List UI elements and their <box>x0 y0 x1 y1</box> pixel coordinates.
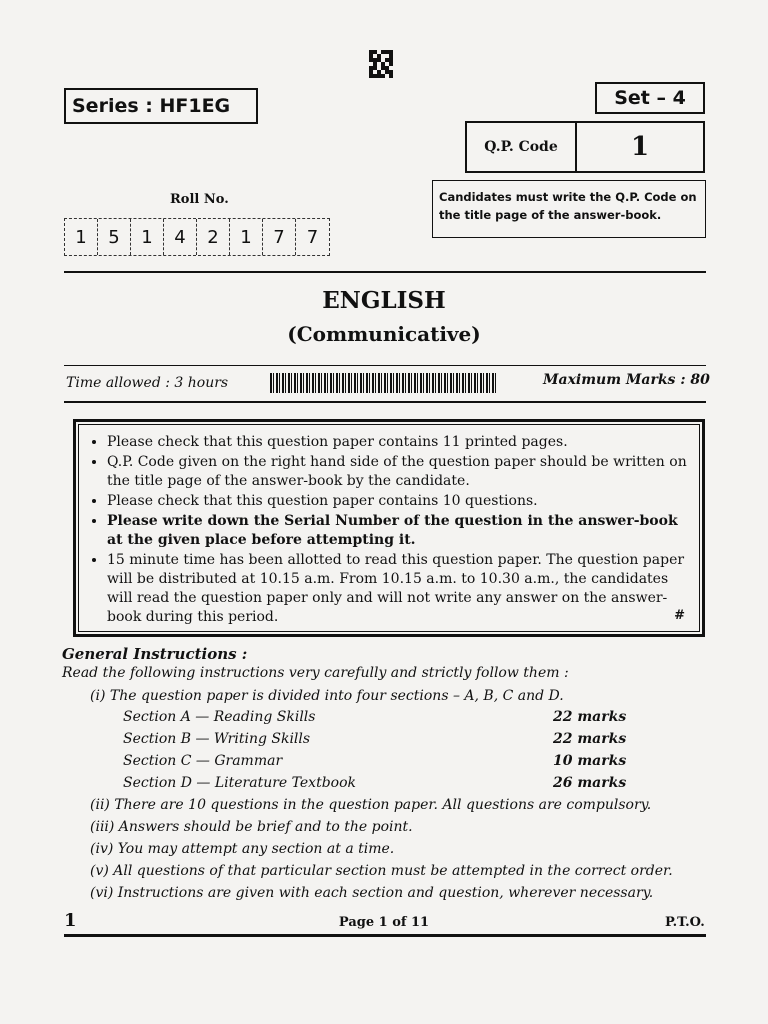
roll-label: Roll No. <box>170 192 229 207</box>
instruction-item: (i) The question paper is divided into four sections – A, B, C and D. <box>90 688 564 704</box>
notice-item: • Please check that this question paper contains 11 printed pages. <box>107 433 689 452</box>
notice-item: • Please write down the Serial Number of the question in the answer-book at the given place before attempting it. <box>107 512 689 550</box>
page-number: 1 <box>64 910 77 931</box>
roll-digit: 1 <box>131 219 164 255</box>
maximum-marks: Maximum Marks : 80 <box>543 372 710 388</box>
section-marks: 26 marks <box>553 775 627 791</box>
instruction-item: (v) All questions of that particular section must be attempted in the correct order. <box>90 863 673 879</box>
roll-digit: 1 <box>65 219 98 255</box>
subject-subtitle: (Communicative) <box>287 322 481 346</box>
instruction-item: (ii) There are 10 questions in the question paper. All questions are compulsory. <box>90 797 652 813</box>
page-of: Page 1 of 11 <box>338 915 430 930</box>
section-name: Section C — Grammar <box>123 753 283 769</box>
notice-item: • Please check that this question paper contains 10 questions. <box>107 492 689 511</box>
notice-item: • 15 minute time has been allotted to read this question paper. The question paper will be distributed at 10.15 a.m. From 10.15 a.m. to 10.30 a.m., the candidates will read the question paper only and will not write any answer on the answer-book during this period. <box>107 551 689 627</box>
section-name: Section D — Literature Textbook <box>123 775 356 791</box>
series-box: Series : HF1EG <box>64 88 258 124</box>
notice-item: • Q.P. Code given on the right hand side of the question paper should be written on the title page of the answer-book by the candidate. <box>107 453 689 491</box>
barcode-icon <box>270 373 498 393</box>
divider <box>64 401 706 403</box>
candidates-note: Candidates must write the Q.P. Code on the title page of the answer-book. <box>432 180 706 238</box>
divider <box>64 365 706 366</box>
instruction-item: (vi) Instructions are given with each section and question, wherever necessary. <box>90 885 654 901</box>
time-allowed: Time allowed : 3 hours <box>66 375 229 391</box>
roll-digit: 5 <box>98 219 131 255</box>
qp-code-value: 1 <box>630 132 650 162</box>
roll-digit: 4 <box>164 219 197 255</box>
qp-code-label: Q.P. Code <box>467 123 577 171</box>
roll-digit: 7 <box>263 219 296 255</box>
section-name: Section A — Reading Skills <box>123 709 316 725</box>
instruction-item: (iv) You may attempt any section at a time. <box>90 841 395 857</box>
section-marks: 22 marks <box>553 731 627 747</box>
section-name: Section B — Writing Skills <box>123 731 311 747</box>
section-marks: 10 marks <box>553 753 627 769</box>
roll-number-boxes <box>64 218 330 256</box>
notice-box <box>73 419 705 637</box>
section-marks: 22 marks <box>553 709 627 725</box>
roll-digit: 7 <box>306 226 319 248</box>
subject-title: ENGLISH <box>322 287 446 314</box>
qr-code-icon <box>369 50 393 78</box>
hash-mark: # <box>674 608 685 623</box>
pto-label: P.T.O. <box>665 915 705 930</box>
instructions-intro: Read the following instructions very carefully and strictly follow them : <box>62 665 569 681</box>
roll-digit: 2 <box>197 219 230 255</box>
qp-code-box <box>465 121 705 173</box>
set-box: Set – 4 <box>595 82 705 114</box>
divider <box>64 271 706 273</box>
roll-digit: 1 <box>230 219 263 255</box>
instruction-item: (iii) Answers should be brief and to the point. <box>90 819 413 835</box>
footer-divider <box>64 934 706 937</box>
instructions-heading: General Instructions : <box>62 645 248 663</box>
